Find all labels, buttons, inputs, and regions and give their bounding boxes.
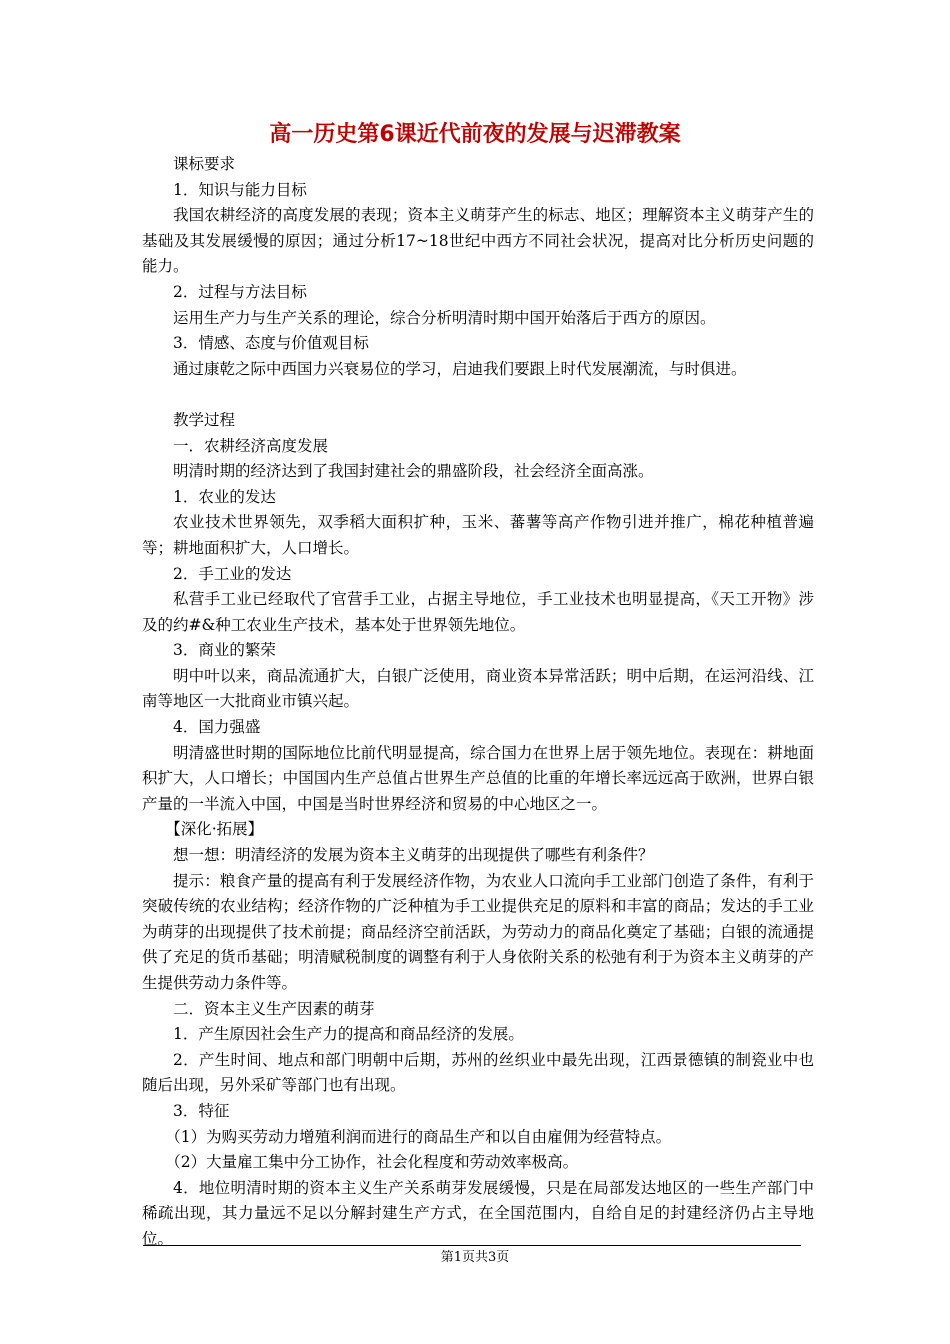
- section-heading-1: 一．农耕经济高度发展: [173, 436, 329, 455]
- deepen-extend-label: 【深化·拓展】: [165, 820, 264, 839]
- goal-heading-knowledge: 1．知识与能力目标: [173, 180, 307, 199]
- paragraph: 2．产生时间、地点和部门明朝中后期，苏州的丝织业中最先出现，江西景德镇的制瓷业中也随后出现，另外采矿等部门也有出现。: [142, 1050, 814, 1095]
- goal-heading-process: 2．过程与方法目标: [173, 282, 307, 301]
- paragraph: 私营手工业已经取代了官营手工业，占据主导地位，手工业技术也明显提高，《天工开物》涉及的约#&种工农业生产技术，基本处于世界领先地位。: [142, 590, 814, 634]
- section-heading-teaching: 教学过程: [173, 410, 236, 429]
- paragraph: 1．产生原因社会生产力的提高和商品经济的发展。: [173, 1025, 524, 1044]
- paragraph: 明中叶以来，商品流通扩大，白银广泛使用，商业资本异常活跃；明中后期，在运河沿线、江南等地区一大批商业市镇兴起。: [142, 666, 814, 711]
- paragraph: 农业技术世界领先，双季稻大面积扩种，玉米、蕃薯等高产作物引进并推广，棉花种植普遍等；耕地面积扩大，人口增长。: [142, 513, 814, 557]
- question: 想一想：明清经济的发展为资本主义萌芽的出现提供了哪些有利条件？: [173, 846, 654, 865]
- subheading: 1．农业的发达: [173, 487, 276, 506]
- section-heading-curriculum: 课标要求: [173, 155, 236, 173]
- paragraph: 通过康乾之际中西国力兴衰易位的学习，启迪我们要跟上时代发展潮流，与时俱进。: [173, 359, 747, 378]
- paragraph: 运用生产力与生产关系的理论，综合分析明清时期中国开始落后于西方的原因。: [173, 308, 716, 327]
- document-title: 高一历史第6课近代前夜的发展与迟滞教案: [269, 122, 681, 147]
- paragraph: 明清时期的经济达到了我国封建社会的鼎盛阶段，社会经济全面高涨。: [173, 462, 654, 481]
- subheading: 3．商业的繁荣: [173, 641, 276, 660]
- subheading: 2．手工业的发达: [173, 564, 292, 583]
- page-number: 第1页共3页: [440, 1250, 510, 1265]
- hint: 提示：粮食产量的提高有利于发展经济作物，为农业人口流向手工业部门创造了条件，有利于突破传统的农业结构；经济作物的广泛种植为手工业提供充足的原料和丰富的商品；发达的手工业为萌芽的出现提供了技术前提；商品经济空前活跃，为劳动力的商品化奠定了基础；白银的流通提供了充足的货币基础；明清赋税制度的调整有利于人身依附关系的松弛有利于为资本主义萌芽的产生提供劳动力条件等。: [142, 871, 814, 992]
- goal-heading-emotion: 3．情感、态度与价值观目标: [173, 334, 369, 353]
- subheading: 4．国力强盛: [173, 718, 261, 737]
- paragraph: 明清盛世时期的国际地位比前代明显提高，综合国力在世界上居于领先地位。表现在：耕地面积扩大，人口增长；中国国内生产总值占世界生产总值的比重的年增长率远远高于欧洲，世界白银产量的一半流入中国，中国是当时世界经济和贸易的中心地区之一。: [142, 743, 814, 813]
- footer-divider: [143, 1245, 801, 1246]
- paragraph: 4．地位明清时期的资本主义生产关系萌芽发展缓慢，只是在局部发达地区的一些生产部门中稀疏出现，其力量远不足以分解封建生产方式，在全国范围内，自给自足的封建经济仍占主导地位。: [142, 1178, 814, 1248]
- subheading: 3．特征: [173, 1101, 230, 1120]
- document-body: [142, 152, 814, 1253]
- section-heading-2: 二．资本主义生产因素的萌芽: [173, 999, 375, 1018]
- list-item: （2）大量雇工集中分工协作，社会化程度和劳动效率极高。: [165, 1153, 579, 1172]
- paragraph: 我国农耕经济的高度发展的表现；资本主义萌芽产生的标志、地区；理解资本主义萌芽产生的基础及其发展缓慢的原因；通过分析17~18世纪中西方不同社会状况，提高对比分析历史问题的能力。: [142, 206, 814, 276]
- list-item: （1）为购买劳动力增殖利润而进行的商品生产和以自由雇佣为经营特点。: [165, 1127, 672, 1146]
